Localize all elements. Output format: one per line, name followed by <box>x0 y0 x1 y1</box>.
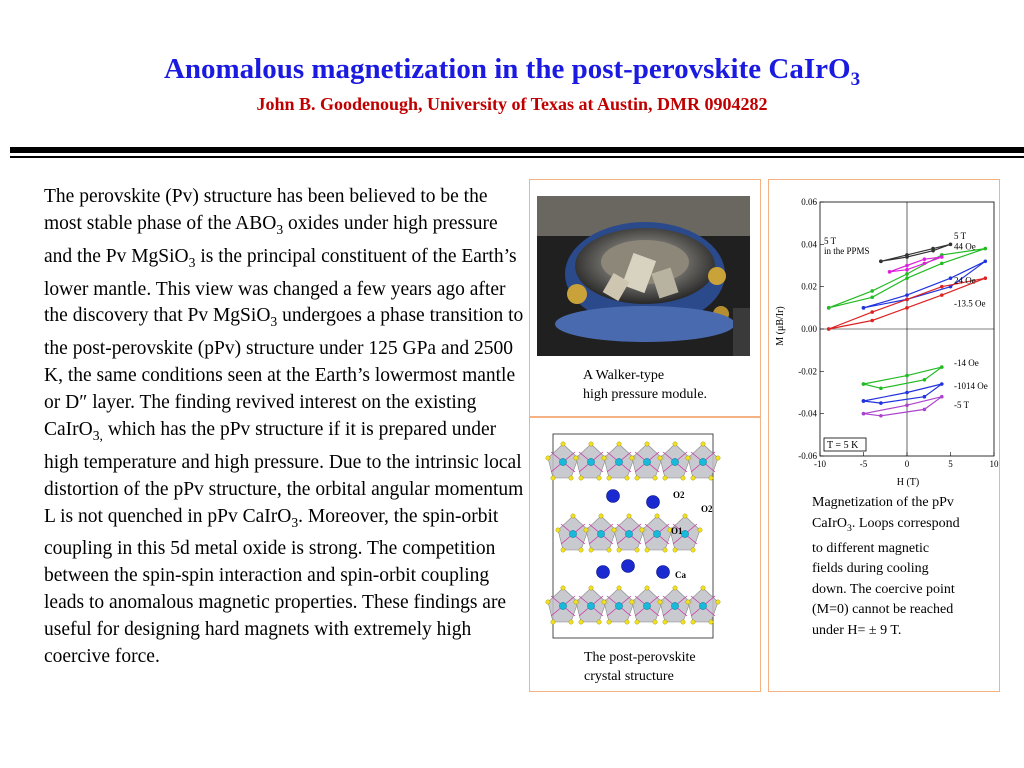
oxygen-atom <box>556 528 560 532</box>
y-tick-label: 0.00 <box>801 324 817 334</box>
iridium-atom <box>569 530 576 537</box>
data-point <box>905 268 909 272</box>
data-point <box>905 276 909 280</box>
data-point <box>862 382 866 386</box>
data-point <box>923 262 927 266</box>
oxygen-atom <box>546 600 550 604</box>
annotation-ppms-2: in the PPMS <box>824 246 870 256</box>
oxygen-atom <box>691 476 695 480</box>
data-point <box>827 327 831 331</box>
loop-label: -14 Oe <box>954 357 979 368</box>
body-text-run: undergoes a phase transition to the post-perovskite (pPv) structure under 125 GPa and 2500 K, the same conditions seen at the Earth’s lowermost mantle or D″ layer. The finding revived interest on the existing CaIrO <box>44 305 524 440</box>
oxygen-atom <box>551 620 555 624</box>
oxygen-atom <box>602 456 606 460</box>
y-tick-label: -0.02 <box>798 366 817 377</box>
label-o2-b: O2 <box>701 504 713 514</box>
oxygen-atom <box>663 620 667 624</box>
data-point <box>905 403 909 407</box>
data-point <box>923 408 927 412</box>
oxygen-atom <box>645 548 649 552</box>
data-point <box>870 319 874 323</box>
oxygen-atom <box>607 476 611 480</box>
calcium-atom <box>647 496 660 509</box>
data-point <box>888 270 892 274</box>
data-point <box>879 259 883 263</box>
oxygen-atom <box>663 548 667 552</box>
hysteresis-loop <box>864 367 942 388</box>
oxygen-atom <box>617 586 621 590</box>
data-point <box>879 401 883 405</box>
hysteresis-loop <box>881 244 951 261</box>
data-point <box>931 249 935 253</box>
oxygen-atom <box>561 548 565 552</box>
body-text-run: . Moreover, the spin-orbit coupling in this 5d metal oxide is strong. The competition between the spin-spin interaction and spin-orbit coupling leads to anomalous magnetic properties. These findings are useful for designing hard magnets with extremely high coercive force. <box>44 505 507 667</box>
body-text-run: 3 <box>188 254 196 270</box>
iridium-atom <box>643 602 650 609</box>
divider-thin <box>10 156 1024 158</box>
magnetization-caption <box>812 493 962 641</box>
iridium-atom <box>653 530 660 537</box>
oxygen-atom <box>663 476 667 480</box>
data-point <box>862 412 866 416</box>
oxygen-atom <box>698 528 702 532</box>
oxygen-atom <box>709 620 713 624</box>
x-axis-label: H (T) <box>896 477 920 488</box>
x-tick-label: -5 <box>859 459 868 469</box>
oxygen-atom <box>579 476 583 480</box>
data-point <box>940 285 944 289</box>
oxygen-atom <box>673 442 677 446</box>
walker-module-photo <box>537 196 750 356</box>
x-tick-label: 5 <box>948 459 953 469</box>
calcium-atom <box>657 566 670 579</box>
label-o2-a: O2 <box>673 490 685 500</box>
iridium-atom <box>671 602 678 609</box>
oxygen-atom <box>561 586 565 590</box>
body-text <box>44 184 530 671</box>
calcium-atom <box>607 490 620 503</box>
oxygen-atom <box>589 442 593 446</box>
body-text-run: oxides under high pressure and the Pv MgSiO <box>44 212 498 267</box>
oxygen-atom <box>597 620 601 624</box>
data-point <box>923 257 927 261</box>
iridium-atom <box>615 602 622 609</box>
loop-label: -5 T <box>954 400 970 411</box>
data-point <box>984 247 988 251</box>
loop-label: 44 Oe <box>954 241 976 252</box>
oxygen-atom <box>625 476 629 480</box>
oxygen-atom <box>635 548 639 552</box>
oxygen-atom <box>683 514 687 518</box>
iridium-atom <box>597 530 604 537</box>
y-axis-label: M (μB/Ir) <box>775 306 786 346</box>
data-point <box>940 382 944 386</box>
oxygen-atom <box>589 586 593 590</box>
data-point <box>879 386 883 390</box>
temperature-label: T = 5 K <box>827 440 859 451</box>
oxygen-atom <box>681 476 685 480</box>
oxygen-atom <box>686 456 690 460</box>
data-point <box>984 259 988 263</box>
oxygen-atom <box>607 620 611 624</box>
oxygen-atom <box>635 620 639 624</box>
iridium-atom <box>559 602 566 609</box>
iridium-atom <box>671 458 678 465</box>
iridium-atom <box>625 530 632 537</box>
body-text-run: 3 <box>276 221 284 237</box>
body-text-run: The perovskite (Pv) structure has been believed to be the most stable phase of the ABO <box>44 186 488 234</box>
oxygen-atom <box>546 456 550 460</box>
oxygen-atom <box>673 586 677 590</box>
caption-run: . Loops correspond to different magnetic fields during cooling down. The coercive point (M=0) cannot be reached under H= ± 9 T. <box>812 515 960 638</box>
oxygen-atom <box>574 456 578 460</box>
y-tick-label: 0.02 <box>801 281 817 292</box>
calcium-atom <box>622 560 635 573</box>
annotation-ppms-1: 5 T <box>824 236 837 246</box>
iridium-atom <box>587 458 594 465</box>
data-point <box>905 306 909 310</box>
oxygen-atom <box>561 442 565 446</box>
oxygen-atom <box>645 586 649 590</box>
oxygen-atom <box>686 600 690 604</box>
label-ca: Ca <box>675 570 686 580</box>
byline: John B. Goodenough, University of Texas at Austin, DMR 0904282 <box>256 94 768 114</box>
oxygen-atom <box>607 548 611 552</box>
magnetization-chart <box>774 192 999 492</box>
oxygen-atom <box>627 514 631 518</box>
oxygen-atom <box>653 620 657 624</box>
oxygen-atom <box>716 600 720 604</box>
loop-label: -13.5 Oe <box>954 298 986 309</box>
data-point <box>862 306 866 310</box>
oxygen-atom <box>612 528 616 532</box>
caption-run: 3 <box>847 522 852 534</box>
oxygen-atom <box>716 456 720 460</box>
oxygen-atom <box>574 600 578 604</box>
body-paragraph <box>44 184 530 671</box>
oxygen-atom <box>691 620 695 624</box>
oxygen-atom <box>635 476 639 480</box>
oxygen-atom <box>701 586 705 590</box>
iridium-atom <box>699 458 706 465</box>
data-point <box>905 298 909 302</box>
oxygen-atom <box>569 620 573 624</box>
iridium-atom <box>699 602 706 609</box>
oxygen-atom <box>658 600 662 604</box>
iridium-atom <box>587 602 594 609</box>
oxygen-atom <box>691 548 695 552</box>
oxygen-atom <box>630 456 634 460</box>
photo-caption: A Walker-type high pressure module. <box>583 368 708 402</box>
data-point <box>905 391 909 395</box>
body-text-run: is the principal constituent of the Earth’s lower mantle. This view was changed a few years ago after the discovery that Pv MgSiO <box>44 245 517 327</box>
data-point <box>827 306 831 310</box>
data-point <box>905 255 909 259</box>
data-point <box>870 289 874 293</box>
loop-label: 5 T <box>954 230 967 241</box>
y-tick-label: -0.04 <box>798 408 817 419</box>
oxygen-atom <box>655 514 659 518</box>
data-point <box>879 414 883 418</box>
data-point <box>984 276 988 280</box>
oxygen-atom <box>673 548 677 552</box>
iridium-atom <box>559 458 566 465</box>
oxygen-atom <box>602 600 606 604</box>
data-point <box>940 255 944 259</box>
y-tick-label: -0.06 <box>798 451 817 461</box>
oxygen-atom <box>597 476 601 480</box>
oxygen-atom <box>617 548 621 552</box>
y-tick-label: 0.06 <box>801 197 817 207</box>
crystal-structure-figure <box>543 426 723 644</box>
oxygen-atom <box>645 442 649 446</box>
data-point <box>870 310 874 314</box>
oxygen-atom <box>579 620 583 624</box>
oxygen-atom <box>589 548 593 552</box>
oxygen-atom <box>579 548 583 552</box>
oxygen-atom <box>617 442 621 446</box>
oxygen-atom <box>640 528 644 532</box>
oxygen-atom <box>625 620 629 624</box>
calcium-atom <box>597 566 610 579</box>
oxygen-atom <box>653 476 657 480</box>
data-point <box>870 295 874 299</box>
data-point <box>940 395 944 399</box>
y-tick-label: 0.04 <box>801 239 817 250</box>
oxygen-atom <box>658 456 662 460</box>
data-point <box>923 395 927 399</box>
oxygen-atom <box>551 476 555 480</box>
oxygen-atom <box>630 600 634 604</box>
slide-title: Anomalous magnetization in the post-perovskite CaIrO$_3$ <box>163 53 861 90</box>
oxygen-atom <box>584 528 588 532</box>
data-point <box>905 293 909 297</box>
data-point <box>905 264 909 268</box>
body-text-run: 3 <box>291 514 299 530</box>
data-point <box>905 374 909 378</box>
crystal-caption: The post-perovskite crystal structure <box>584 650 696 684</box>
loop-label: -1014 Oe <box>954 381 988 392</box>
x-tick-label: -10 <box>814 459 826 469</box>
oxygen-atom <box>681 620 685 624</box>
iridium-atom <box>643 458 650 465</box>
data-point <box>940 293 944 297</box>
body-text-run: which has the pPv structure if it is prepared under high temperature and high pressure. Due to the intrinsic local distortion of the pPv structure, the orbital angular momentum L is not quenched in pPv CaIrO <box>44 418 524 527</box>
oxygen-atom <box>599 514 603 518</box>
oxygen-atom <box>569 476 573 480</box>
data-point <box>940 365 944 369</box>
data-point <box>949 276 953 280</box>
data-point <box>905 272 909 276</box>
body-text-run: 3, <box>92 427 103 443</box>
loop-label: 24 Oe <box>954 275 976 286</box>
iridium-atom <box>615 458 622 465</box>
label-o1: O1 <box>671 526 683 536</box>
body-text-run: 3 <box>270 314 278 330</box>
data-point <box>923 378 927 382</box>
data-point <box>940 262 944 266</box>
x-tick-label: 0 <box>904 459 910 469</box>
caption-run: Magnetization of the pPv CaIrO <box>812 495 954 531</box>
data-point <box>862 399 866 403</box>
oxygen-atom <box>571 514 575 518</box>
x-tick-label: 10 <box>989 459 999 469</box>
oxygen-atom <box>709 476 713 480</box>
data-point <box>949 243 953 247</box>
oxygen-atom <box>701 442 705 446</box>
divider-thick <box>10 147 1024 153</box>
